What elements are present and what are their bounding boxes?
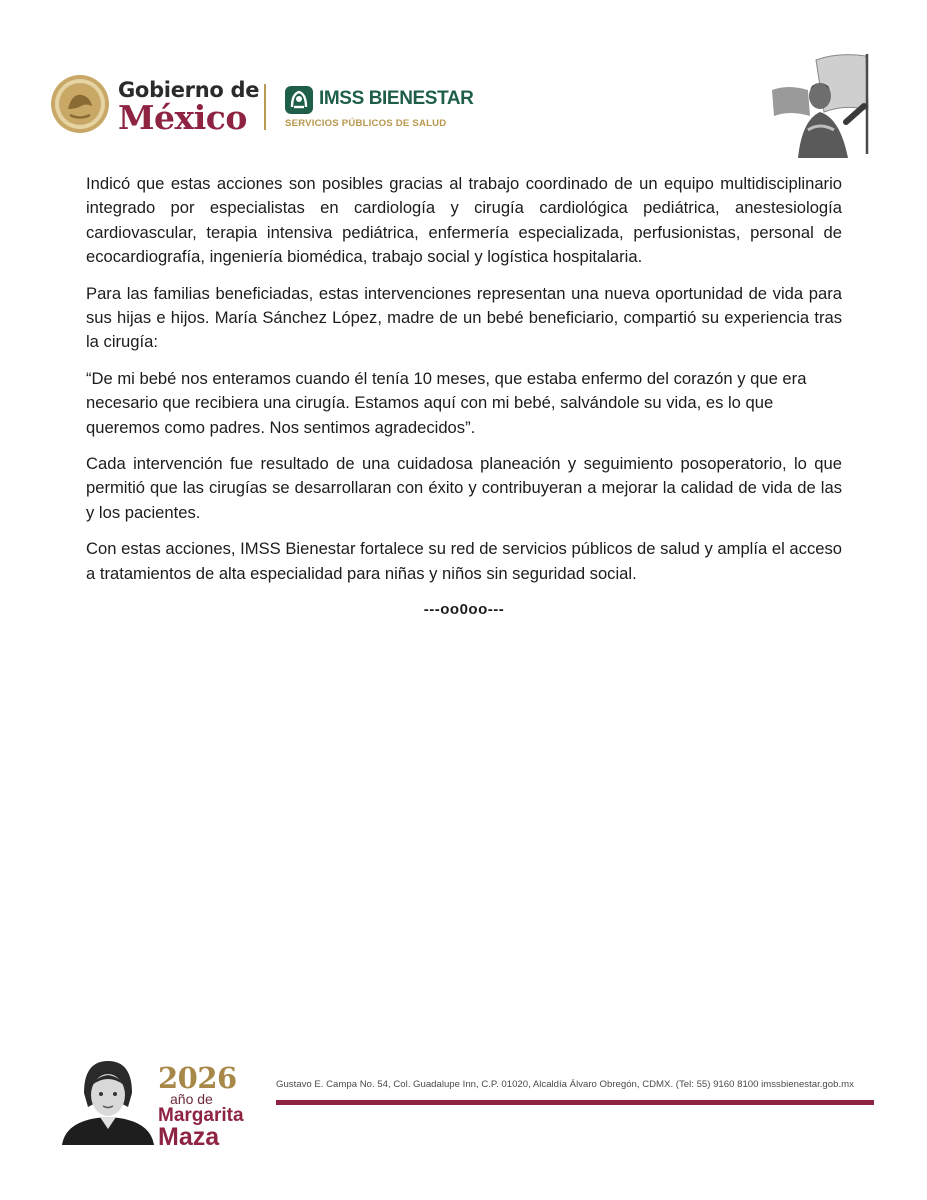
end-mark: ---oo0oo--- (423, 601, 505, 619)
mexico-coat-of-arms-icon (50, 73, 110, 135)
paragraph-1: Indicó que estas acciones son posibles gracias al trabajo coordinado de un equipo multidisciplinario integrado por especialistas en cardiología y cirugía cardiológica pediátrica, anestesiología cardiovascular, terapia intensiva pediátrica, enfermería especializada, perfusionistas, personal de ecocardiografía, ingeniería biomédica, trabajo social y logística hospitalaria. (86, 174, 842, 267)
paragraph-3-quote: “De mi bebé nos enteramos cuando él tenía 10 meses, que estaba enfermo del corazón y que era necesario que recibiera una cirugía. Estamos aquí con mi bebé, salvándole su vida, es lo que queremos como padres. Nos sentimos agradecidos”. (86, 368, 807, 437)
gobierno-de-mexico-logo (118, 79, 259, 135)
year-of-margarita-maza-logo (158, 1061, 244, 1151)
gob-line-1: Gobierno de (118, 78, 260, 102)
paragraph-5: Con estas acciones, IMSS Bienestar fortalece su red de servicios públicos de salud y amplía el acceso a tratamientos de alta especialidad para niñas y niños sin seguridad social. (86, 539, 842, 583)
paragraph-4: Cada intervención fue resultado de una cuidadosa planeación y seguimiento posoperatorio, lo que permitió que las cirugías se desarrollaran con éxito y contribuyeran a mejorar la calidad de vida de las y los pacientes. (86, 454, 842, 522)
year-line: año de (170, 1091, 213, 1107)
year-number: 2026 (158, 1061, 237, 1095)
woman-with-flag-illustration-icon (768, 50, 874, 158)
press-release-body (86, 172, 842, 635)
footer-address: Gustavo E. Campa No. 54, Col. Guadalupe Inn, C.P. 01020, Alcaldía Álvaro Obregón, CDMX. (Tel: 55) 9160 8100 imssbienestar.gob.mx (276, 1079, 854, 1090)
paragraph-2: Para las familias beneficiadas, estas intervenciones representan una nueva oportunidad de vida para sus hijas e hijos. María Sánchez López, madre de un bebé beneficiario, compartió su experiencia tras la cirugía: (86, 283, 842, 352)
logo-separator (264, 84, 266, 130)
imss-bienestar-name: IMSS BIENESTAR (319, 88, 474, 109)
gob-line-2: México (118, 98, 247, 137)
imss-bienestar-emblem-icon (284, 85, 314, 115)
footer-divider (276, 1100, 874, 1105)
honoree-last-name: Maza (158, 1123, 220, 1151)
imss-bienestar-subtitle: SERVICIOS PÚBLICOS DE SALUD (285, 118, 447, 129)
margarita-maza-portrait-icon (62, 1055, 154, 1145)
document-header (0, 0, 927, 165)
honoree-first-name: Margarita (158, 1105, 244, 1126)
